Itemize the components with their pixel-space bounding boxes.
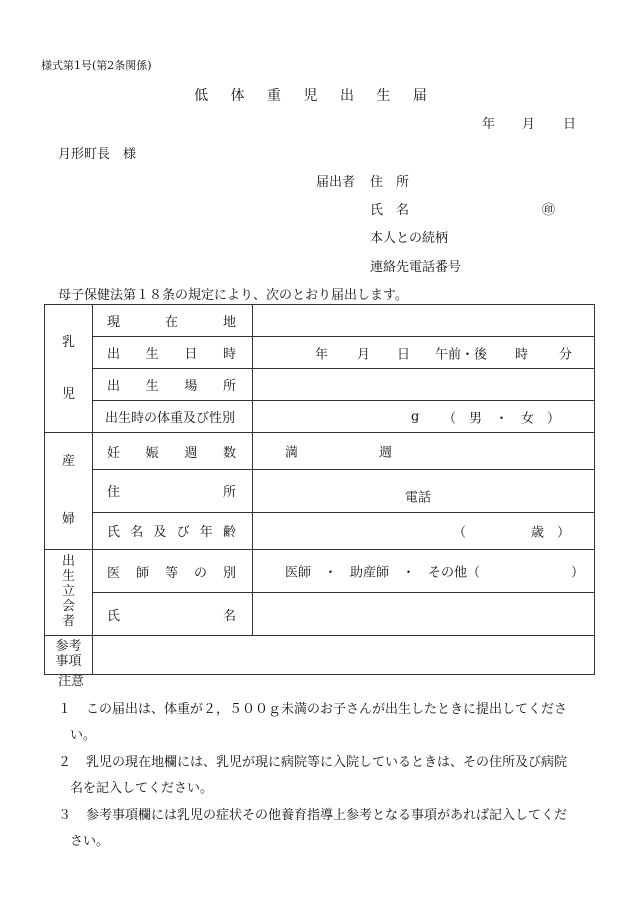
intro-text: 母子保健法第１８条の規定により、次のとおり届出します。 <box>58 288 408 303</box>
mother-phone-label: 電話 <box>405 490 432 506</box>
weight-unit: g <box>411 409 420 424</box>
pregnancy-weeks-label: 妊 娠 週 数 <box>93 433 253 470</box>
attendant-type-label: 医 師 等 の 別 <box>93 550 253 593</box>
mother-name-age-field[interactable] <box>253 512 595 549</box>
addressee: 月形町長 様 <box>58 147 137 162</box>
birth-datetime-field[interactable]: 年 月 日 午前・後 時 分 <box>253 337 595 369</box>
mother-address-label: 住 所 <box>93 470 253 513</box>
attendant-name-label: 氏 名 <box>93 593 253 636</box>
mother-name-age-label: 氏 名 及 び 年 齢 <box>93 512 253 549</box>
date-day-label: 日 <box>563 117 577 132</box>
seal-mark: ㊞ <box>542 203 556 218</box>
weight-sex-label: 出生時の体重及び性別 <box>93 401 253 433</box>
attendant-group-cell: 出 生 立 会 者 <box>45 550 93 636</box>
applicant-relation-label: 本人との続柄 <box>370 231 449 246</box>
applicant-phone-label: 連絡先電話番号 <box>370 260 462 275</box>
birth-place-field[interactable] <box>253 369 595 401</box>
applicant-label: 届出者 <box>316 175 356 190</box>
date-month-label: 月 <box>522 117 536 132</box>
applicant-address-label: 住 所 <box>370 175 410 190</box>
mother-address-field[interactable] <box>253 470 595 513</box>
mother-group-cell <box>45 433 93 550</box>
weight-sex-field[interactable] <box>253 401 595 433</box>
birth-datetime-label: 出 生 日 時 <box>93 337 253 369</box>
infant-group-cell <box>45 305 93 433</box>
sex-options: （ 男 ・ 女 ） <box>443 411 561 426</box>
date-year-label: 年 <box>482 117 496 132</box>
pregnancy-weeks-field[interactable]: 満 週 <box>253 433 595 470</box>
form-title: 低 体 重 児 出 生 届 <box>194 88 436 104</box>
attendant-name-field[interactable] <box>253 593 595 636</box>
applicant-name-label: 氏 名 <box>370 203 410 218</box>
current-address-field[interactable] <box>253 305 595 337</box>
mother-group-char-2: 婦 <box>61 512 75 527</box>
remarks-field[interactable] <box>93 636 595 675</box>
birth-place-label: 出 生 場 所 <box>93 369 253 401</box>
attendant-type-field[interactable]: 医師 ・ 助産師 ・ その他（ ） <box>253 550 595 593</box>
current-address-label: 現 在 地 <box>93 305 253 337</box>
age-value: （ 歳 ） <box>453 525 571 541</box>
remarks-label-cell: 参考 事項 <box>45 636 93 675</box>
infant-group-char-1: 乳 <box>61 334 75 350</box>
infant-group-char-2: 児 <box>61 386 75 402</box>
notes-heading: 注意 <box>58 674 85 689</box>
form-number: 様式第1号(第2条関係) <box>41 59 152 72</box>
registration-table <box>44 304 595 675</box>
mother-group-char-1: 産 <box>61 454 75 469</box>
